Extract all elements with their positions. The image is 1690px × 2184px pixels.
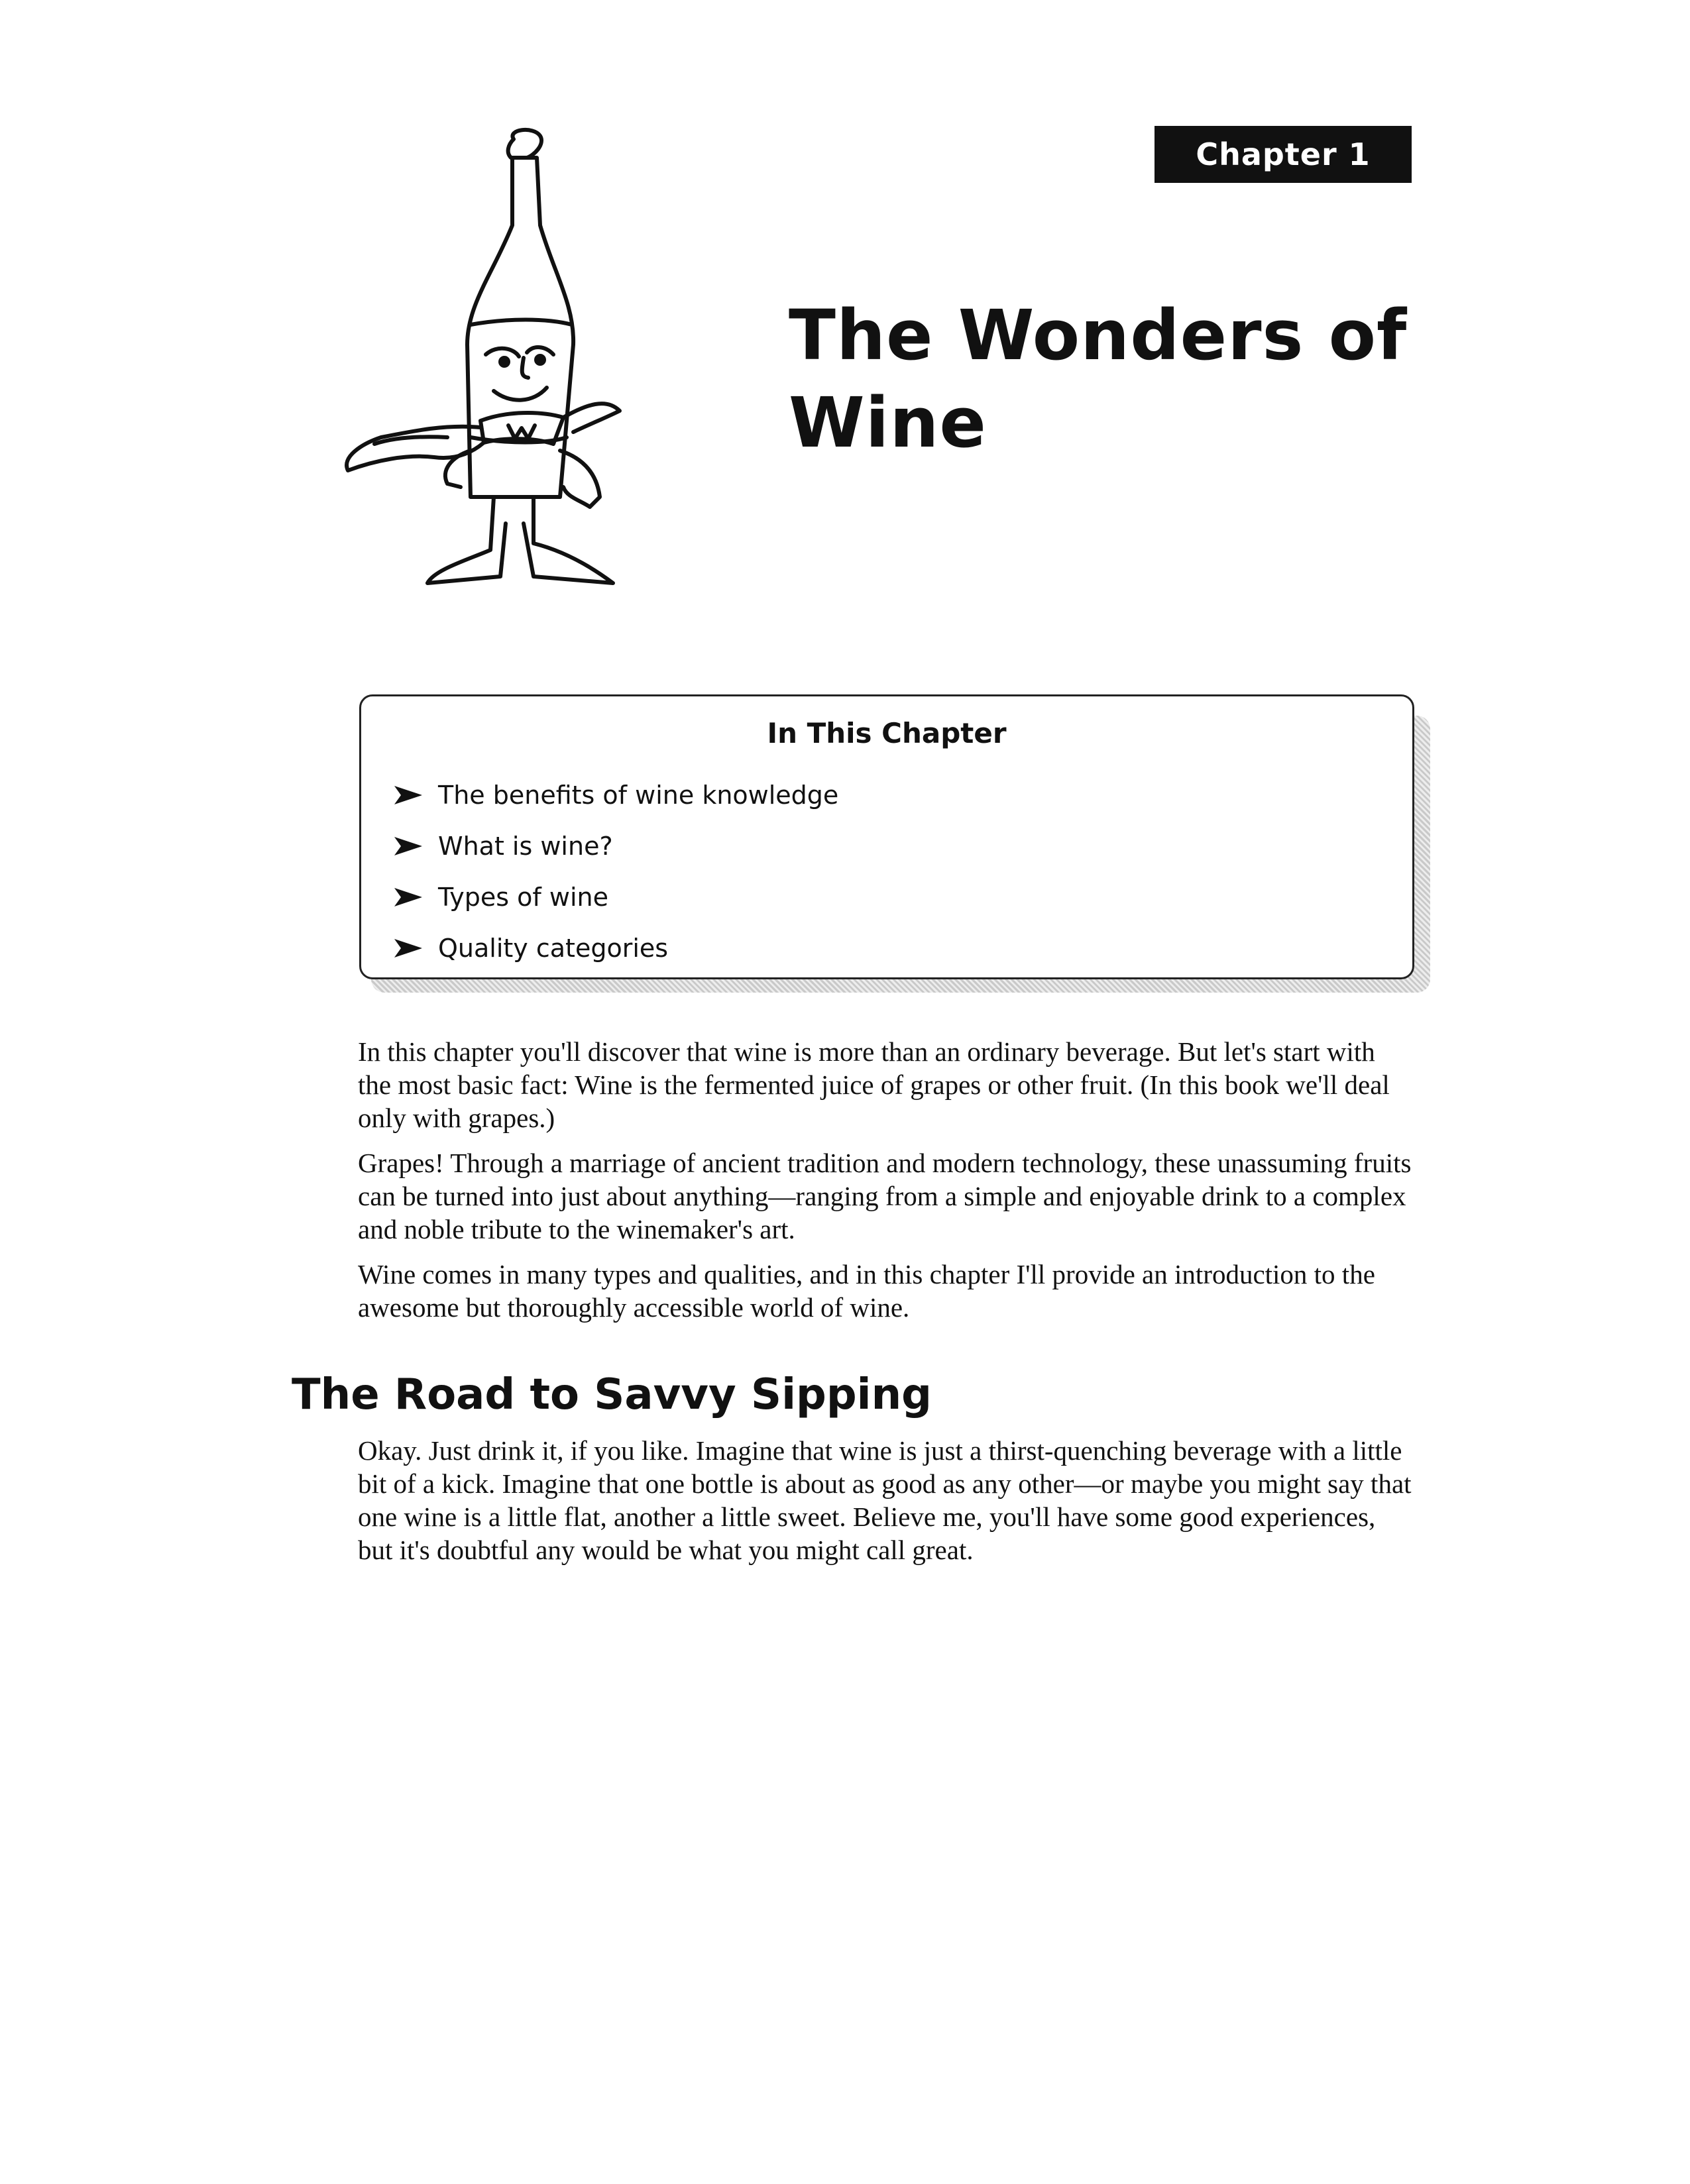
list-item [393, 871, 838, 922]
wine-bottle-mascot-illustration [335, 126, 716, 603]
list-item-label: Types of wine [438, 882, 608, 912]
list-item-label: The benefits of wine knowledge [438, 780, 839, 810]
list-item [393, 922, 838, 973]
chapter-title [789, 292, 1451, 466]
list-item [393, 820, 838, 871]
in-this-chapter-box [359, 694, 1414, 979]
list-item-label: What is wine? [438, 831, 613, 861]
list-item [393, 769, 838, 820]
chapter-title-line-1: The Wonders of [789, 295, 1408, 376]
chapter-topic-list [393, 769, 838, 973]
arrowhead-bullet-icon [393, 836, 423, 857]
list-item-label: Quality categories [438, 933, 669, 963]
section-paragraph: Okay. Just drink it, if you like. Imagine that wine is just a thirst-quenching beverage with a little bit of a kick. Imagine that one bottle is about as good as any other—or maybe you might say that one wine is a little flat, another a little sweet. Believe me, you'll have some good experiences, but it's doubtful any would be what you might call great. [358, 1435, 1412, 1565]
intro-paragraph-3: Wine comes in many types and qualities, and in this chapter I'll provide an introduction to the awesome but thoroughly accessible world of wine. [358, 1259, 1375, 1323]
in-this-chapter-heading: In This Chapter [767, 717, 1007, 749]
arrowhead-bullet-icon [393, 938, 423, 959]
section-heading: The Road to Savvy Sipping [292, 1370, 932, 1419]
chapter-number-badge: Chapter 1 [1155, 126, 1412, 183]
arrowhead-bullet-icon [393, 785, 423, 806]
arrowhead-bullet-icon [393, 887, 423, 908]
chapter-title-line-2: Wine [789, 382, 987, 463]
intro-paragraph-2: Grapes! Through a marriage of ancient tradition and modern technology, these unassuming fruits can be turned into just about anything—ranging from a simple and enjoyable drink to a complex and noble tribute to the winemaker's art. [358, 1148, 1412, 1244]
intro-paragraph-1: In this chapter you'll discover that wine is more than an ordinary beverage. But let's start with the most basic fact: Wine is the fermented juice of grapes or other fruit. (In this book we'll deal only with grapes.) [358, 1036, 1390, 1133]
